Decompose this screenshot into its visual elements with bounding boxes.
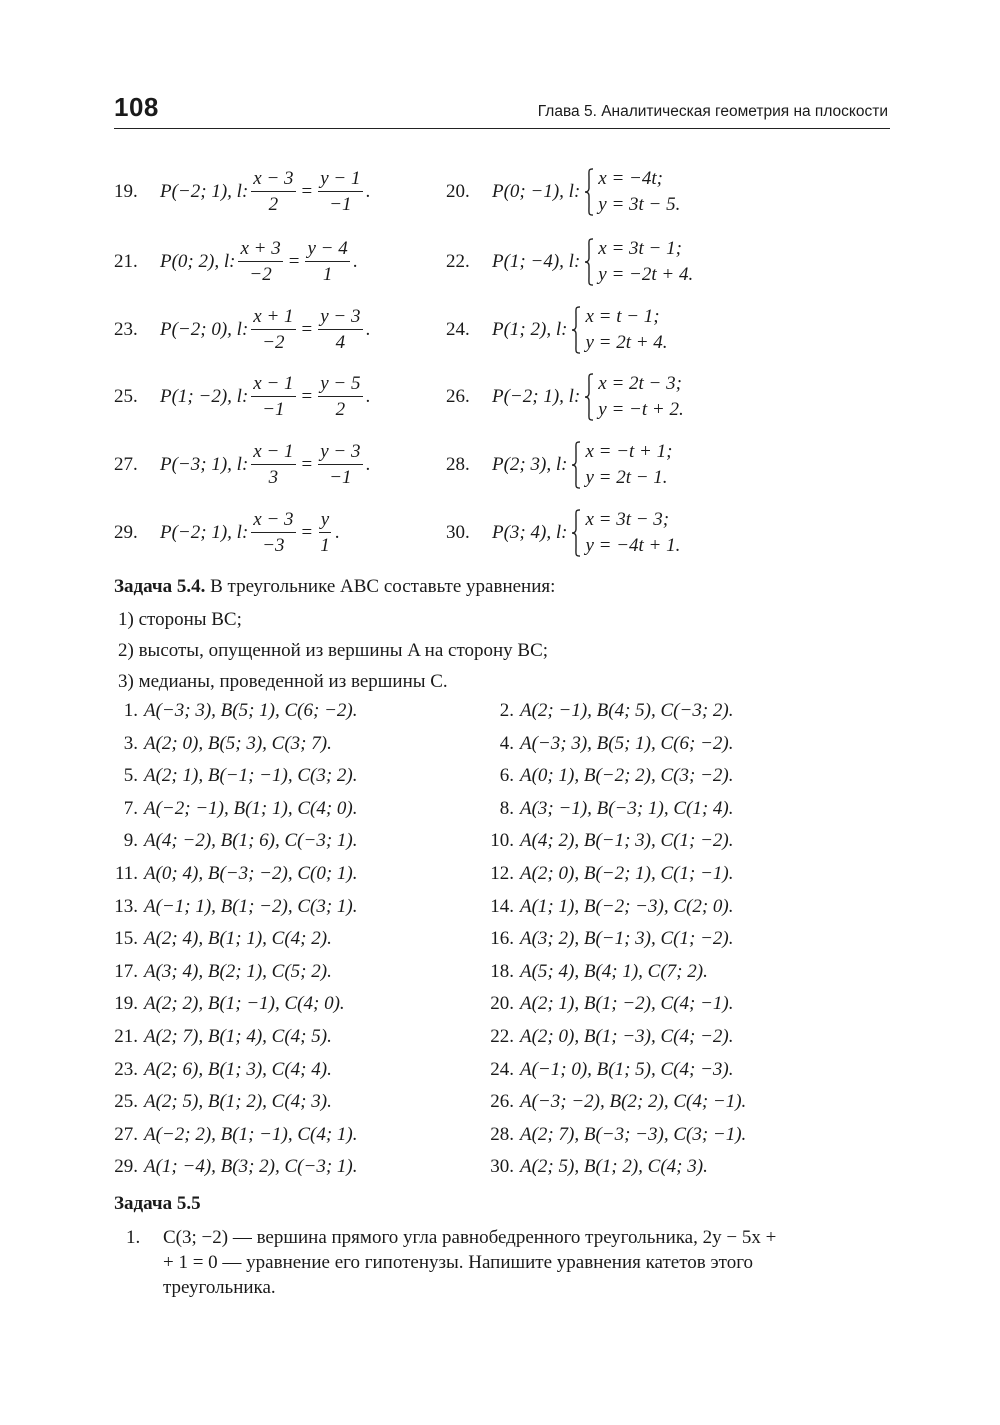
task-5-4-item-1: 1) стороны BC; — [118, 609, 242, 630]
parametric-system — [571, 306, 667, 354]
system-line-x: x = 3t − 1; — [598, 238, 682, 259]
equals-sign: = — [301, 181, 313, 202]
fraction-denominator: 2 — [335, 399, 346, 420]
parametric-system — [571, 509, 680, 557]
variant-item — [104, 798, 357, 820]
variant-points: A(1; 1), B(−2; −3), C(2; 0). — [520, 895, 734, 917]
variant-number: 9. — [123, 830, 138, 852]
variant-item — [104, 863, 357, 885]
brace-icon — [584, 238, 594, 286]
variant-number: 12. — [490, 863, 514, 884]
period: . — [352, 251, 358, 272]
task-5-4-item-3: 3) медианы, проведенной из вершины C. — [118, 671, 448, 692]
fraction-y — [305, 238, 349, 286]
task-5-4-intro: В треугольнике ABC составьте уравнения: — [210, 576, 556, 597]
variant-points: A(2; −1), B(4; 5), C(−3; 2). — [520, 700, 734, 721]
exercise-point: P(1; −2), l: — [160, 386, 249, 407]
fraction-denominator: −2 — [262, 332, 285, 353]
task-5-4-heading — [114, 576, 555, 598]
variant-item — [104, 993, 345, 1015]
variant-item — [480, 700, 733, 722]
fraction-denominator: −1 — [329, 194, 352, 215]
variant-number: 18. — [490, 960, 514, 982]
fraction-denominator: 1 — [322, 264, 333, 285]
exercise-number: 20. — [446, 181, 470, 202]
variant-number: 8. — [499, 797, 514, 819]
variant-number: 1. — [123, 700, 138, 721]
variant-number: 13. — [114, 895, 138, 917]
fraction-denominator: −1 — [329, 467, 352, 488]
variant-item — [480, 1091, 746, 1113]
variant-number: 22. — [490, 1026, 514, 1047]
exercise-number: 25. — [114, 386, 138, 407]
period: . — [365, 319, 371, 340]
fraction-y — [318, 168, 362, 216]
variant-number: 27. — [114, 1123, 138, 1145]
variant-points: A(0; 1), B(−2; 2), C(3; −2). — [520, 765, 734, 787]
brace-icon — [584, 373, 594, 421]
variant-item — [480, 863, 733, 885]
variant-number: 30. — [490, 1156, 514, 1178]
period: . — [365, 454, 371, 475]
variant-item — [480, 733, 733, 755]
variant-points: A(1; −4), B(3; 2), C(−3; 1). — [144, 1156, 358, 1178]
variant-points: A(0; 4), B(−3; −2), C(0; 1). — [144, 863, 358, 884]
system-lines — [598, 168, 680, 216]
exercise-item — [114, 440, 370, 490]
variant-number: 16. — [490, 928, 514, 950]
exercise-item — [114, 372, 370, 422]
exercise-item — [446, 508, 680, 558]
brace-icon — [571, 441, 581, 489]
exercise-number: 23. — [114, 319, 138, 340]
fraction-x — [251, 168, 295, 216]
fraction-numerator: x − 1 — [251, 373, 295, 397]
variant-number: 7. — [123, 797, 138, 819]
variant-item — [104, 700, 357, 722]
variant-points: A(4; 2), B(−1; 3), C(1; −2). — [520, 830, 734, 852]
variant-number: 11. — [114, 863, 138, 884]
variant-item — [104, 733, 332, 755]
variant-points: A(−3; 3), B(5; 1), C(6; −2). — [520, 732, 734, 754]
variant-number: 14. — [490, 895, 514, 917]
task-5-5-line-3: треугольника. — [163, 1277, 276, 1298]
fraction-numerator: y — [319, 509, 331, 533]
variant-item — [480, 1124, 746, 1146]
variant-points: A(2; 5), B(1; 2), C(4; 3). — [144, 1091, 332, 1113]
variant-points: A(3; −1), B(−3; 1), C(1; 4). — [520, 797, 734, 819]
variant-number: 3. — [123, 732, 138, 754]
exercise-point: P(−3; 1), l: — [160, 454, 249, 475]
variant-item — [480, 961, 708, 983]
task-5-5-title: Задача 5.5 — [114, 1193, 201, 1214]
exercise-item — [446, 167, 680, 217]
variant-number: 2. — [499, 700, 514, 721]
fraction-numerator: y − 3 — [318, 306, 362, 330]
variant-points: A(5; 4), B(4; 1), C(7; 2). — [520, 960, 708, 982]
variant-points: A(2; 2), B(1; −1), C(4; 0). — [144, 993, 345, 1015]
fraction-denominator: −3 — [262, 535, 285, 556]
system-lines — [585, 441, 672, 489]
fraction-denominator: 3 — [268, 467, 279, 488]
variant-item — [480, 928, 733, 950]
system-lines — [585, 306, 667, 354]
variant-item — [104, 1124, 357, 1146]
exercise-item — [114, 305, 370, 355]
period: . — [365, 181, 371, 202]
variant-number: 5. — [123, 765, 138, 787]
fraction-denominator: −2 — [249, 264, 272, 285]
brace-icon — [571, 509, 581, 557]
exercise-point: P(−2; 1), l: — [160, 522, 249, 543]
variant-number: 26. — [490, 1091, 514, 1113]
period: . — [334, 522, 340, 543]
variant-points: A(−2; −1), B(1; 1), C(4; 0). — [144, 797, 358, 819]
exercise-number: 27. — [114, 454, 138, 475]
fraction-denominator: 2 — [268, 194, 279, 215]
variant-number: 24. — [490, 1058, 514, 1080]
system-line-y: y = 2t − 1. — [585, 467, 668, 488]
parametric-system — [584, 373, 683, 421]
system-line-y: y = 2t + 4. — [585, 332, 668, 353]
fraction-numerator: y − 1 — [318, 168, 362, 192]
exercise-point: P(0; 2), l: — [160, 251, 236, 272]
system-lines — [598, 238, 693, 286]
chapter-title: Глава 5. Аналитическая геометрия на плоскости — [537, 103, 888, 120]
variant-item — [104, 1026, 332, 1048]
variant-points: A(3; 4), B(2; 1), C(5; 2). — [144, 960, 332, 982]
variant-points: A(−1; 1), B(1; −2), C(3; 1). — [144, 895, 358, 917]
variant-number: 28. — [490, 1123, 514, 1145]
period: . — [365, 386, 371, 407]
variant-points: A(−3; 3), B(5; 1), C(6; −2). — [144, 700, 358, 721]
variant-points: A(2; 7), B(1; 4), C(4; 5). — [144, 1026, 332, 1047]
task-5-5-line-2: + 1 = 0 — уравнение его гипотенузы. Напишите уравнения катетов этого — [163, 1252, 754, 1273]
variant-points: A(2; 0), B(5; 3), C(3; 7). — [144, 732, 332, 754]
fraction-denominator: 1 — [320, 535, 330, 556]
fraction-numerator: y − 5 — [318, 373, 362, 397]
fraction-y — [318, 441, 362, 489]
variant-item — [480, 765, 733, 787]
variant-number: 21. — [114, 1026, 138, 1047]
variant-item — [104, 961, 332, 983]
system-lines — [585, 509, 680, 557]
exercise-point: P(−2; 0), l: — [160, 319, 249, 340]
variant-number: 6. — [499, 765, 514, 787]
exercise-number: 28. — [446, 454, 470, 475]
variant-points: A(2; 5), B(1; 2), C(4; 3). — [520, 1156, 708, 1178]
exercise-point: P(−2; 1), l: — [160, 181, 249, 202]
variant-points: A(2; 0), B(1; −3), C(4; −2). — [520, 1026, 734, 1047]
variant-item — [104, 765, 357, 787]
variant-points: A(−1; 0), B(1; 5), C(4; −3). — [520, 1058, 734, 1080]
variant-points: A(2; 4), B(1; 1), C(4; 2). — [144, 928, 332, 950]
fraction-denominator: 4 — [335, 332, 346, 353]
exercise-item — [446, 440, 672, 490]
equals-sign: = — [301, 454, 313, 475]
fraction-x — [238, 238, 282, 286]
exercise-point: P(0; −1), l: — [492, 181, 581, 202]
variant-item — [104, 928, 332, 950]
variant-item — [104, 896, 357, 918]
exercise-number: 26. — [446, 386, 470, 407]
fraction-y — [318, 509, 332, 557]
fraction-numerator: x + 1 — [251, 306, 295, 330]
exercise-item — [446, 305, 668, 355]
variant-points: A(2; 1), B(−1; −1), C(3; 2). — [144, 765, 358, 787]
fraction-numerator: x − 3 — [251, 509, 295, 533]
page-number: 108 — [114, 92, 159, 122]
exercise-number: 30. — [446, 522, 470, 543]
variant-item — [480, 798, 733, 820]
exercise-number: 24. — [446, 319, 470, 340]
variant-number: 10. — [490, 830, 514, 852]
system-line-x: x = −t + 1; — [585, 441, 673, 462]
exercise-point: P(−2; 1), l: — [492, 386, 581, 407]
fraction-y — [318, 306, 362, 354]
variant-item — [104, 830, 357, 852]
fraction-x — [251, 373, 295, 421]
exercise-number: 22. — [446, 251, 470, 272]
variant-item — [480, 896, 733, 918]
parametric-system — [584, 238, 693, 286]
brace-icon — [584, 168, 594, 216]
equals-sign: = — [301, 386, 313, 407]
system-line-x: x = 2t − 3; — [598, 373, 682, 394]
variant-item — [480, 1059, 733, 1081]
fraction-numerator: y − 4 — [305, 238, 349, 262]
variant-points: A(2; 0), B(−2; 1), C(1; −1). — [520, 863, 734, 884]
parametric-system — [584, 168, 680, 216]
fraction-numerator: x + 3 — [238, 238, 282, 262]
fraction-numerator: x − 1 — [251, 441, 295, 465]
system-line-y: y = 3t − 5. — [598, 194, 681, 215]
variant-points: A(3; 2), B(−1; 3), C(1; −2). — [520, 928, 734, 950]
exercise-item — [114, 237, 357, 287]
variant-points: A(−3; −2), B(2; 2), C(4; −1). — [520, 1091, 747, 1113]
fraction-x — [251, 441, 295, 489]
variant-number: 17. — [114, 960, 138, 982]
variant-item — [104, 1059, 332, 1081]
brace-icon — [571, 306, 581, 354]
task-5-4-title: Задача 5.4. — [114, 576, 206, 597]
exercise-number: 21. — [114, 251, 138, 272]
system-lines — [598, 373, 683, 421]
variant-number: 19. — [114, 993, 138, 1015]
variant-number: 29. — [114, 1156, 138, 1178]
variant-item — [480, 830, 733, 852]
exercise-number: 29. — [114, 522, 138, 543]
system-line-y: y = −2t + 4. — [598, 264, 694, 285]
exercise-item — [114, 508, 340, 558]
parametric-system — [571, 441, 672, 489]
system-line-y: y = −t + 2. — [598, 399, 684, 420]
exercise-item — [114, 167, 370, 217]
exercise-number: 19. — [114, 181, 138, 202]
variant-points: A(−2; 2), B(1; −1), C(4; 1). — [144, 1123, 358, 1145]
equals-sign: = — [288, 251, 300, 272]
equals-sign: = — [301, 522, 313, 543]
variant-item — [480, 1156, 708, 1178]
variant-number: 25. — [114, 1091, 138, 1113]
header-rule — [114, 128, 890, 129]
task-5-5-line-1: C(3; −2) — вершина прямого угла равнобедренного треугольника, 2y − 5x + — [163, 1227, 777, 1248]
fraction-numerator: x − 3 — [251, 168, 295, 192]
variant-number: 4. — [499, 732, 514, 754]
system-line-x: x = t − 1; — [585, 306, 660, 327]
exercise-item — [446, 237, 693, 287]
system-line-x: x = −4t; — [598, 168, 663, 189]
fraction-denominator: −1 — [262, 399, 285, 420]
task-5-5-item-number: 1. — [126, 1227, 141, 1248]
variant-item — [104, 1091, 332, 1113]
variant-points: A(2; 1), B(1; −2), C(4; −1). — [520, 993, 734, 1015]
variant-number: 23. — [114, 1058, 138, 1080]
variant-number: 20. — [490, 993, 514, 1015]
exercise-point: P(2; 3), l: — [492, 454, 568, 475]
fraction-x — [251, 509, 295, 557]
fraction-numerator: y − 3 — [318, 441, 362, 465]
exercise-point: P(1; 2), l: — [492, 319, 568, 340]
equals-sign: = — [301, 319, 313, 340]
task-5-4-item-2: 2) высоты, опущенной из вершины A на сторону BC; — [118, 640, 549, 661]
exercise-point: P(1; −4), l: — [492, 251, 581, 272]
fraction-y — [318, 373, 362, 421]
system-line-x: x = 3t − 3; — [585, 509, 670, 530]
variant-points: A(2; 6), B(1; 3), C(4; 4). — [144, 1058, 332, 1080]
variant-number: 15. — [114, 928, 138, 950]
variant-item — [480, 1026, 733, 1048]
variant-item — [480, 993, 733, 1015]
fraction-x — [251, 306, 295, 354]
exercise-item — [446, 372, 684, 422]
system-line-y: y = −4t + 1. — [585, 535, 681, 556]
variant-points: A(2; 7), B(−3; −3), C(3; −1). — [520, 1123, 747, 1145]
variant-item — [104, 1156, 357, 1178]
variant-points: A(4; −2), B(1; 6), C(−3; 1). — [144, 830, 358, 852]
exercise-point: P(3; 4), l: — [492, 522, 568, 543]
